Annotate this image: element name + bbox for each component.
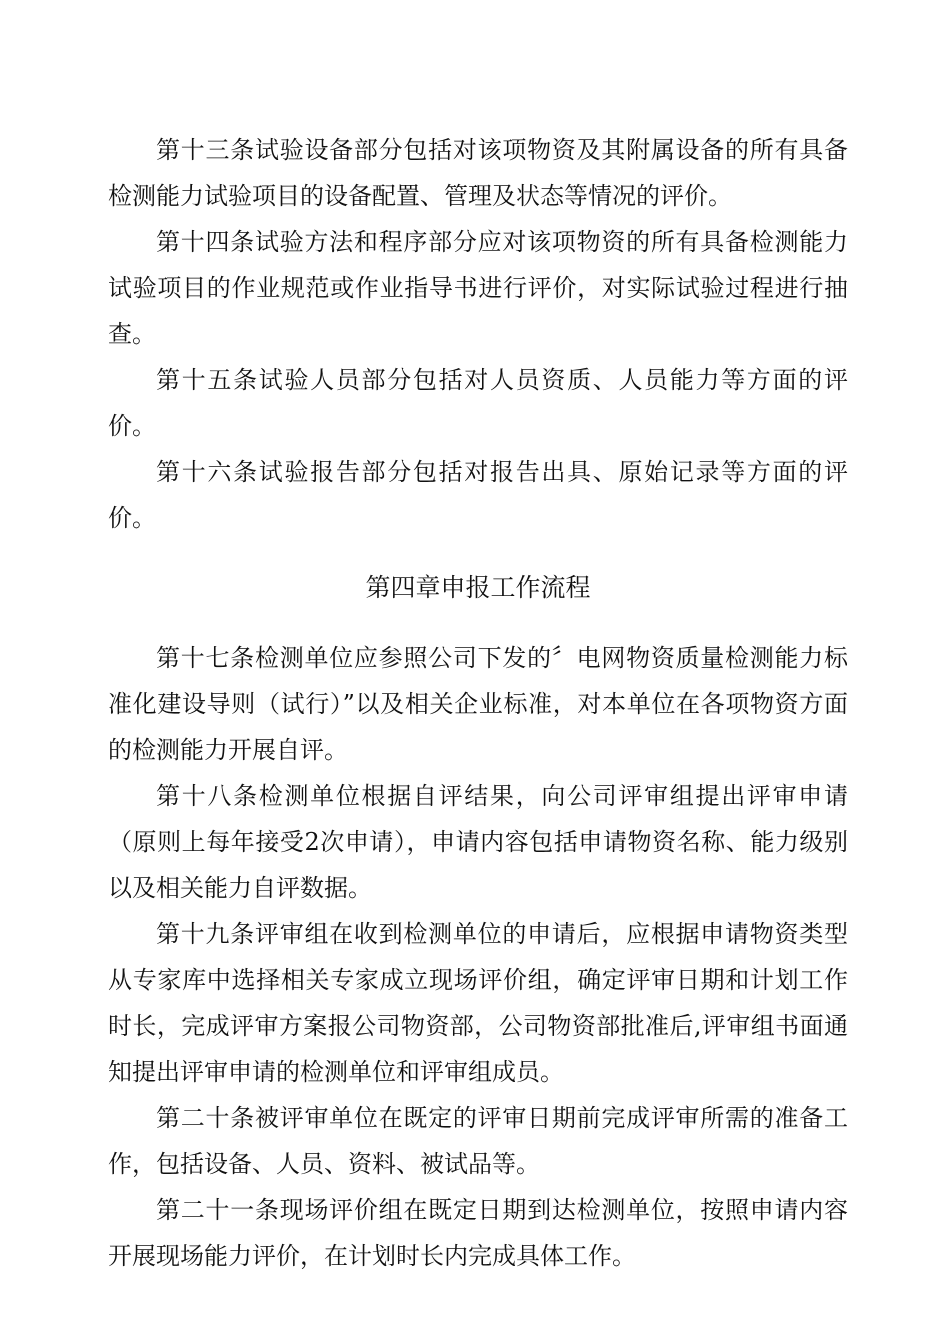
article-18: 第十八条检测单位根据自评结果，向公司评审组提出评审申请（原则上每年接受2次申请），申请内容包括申请物资名称、能力级别以及相关能力自评数据。 xyxy=(108,782,848,902)
article-13: 第十三条试验设备部分包括对该项物资及其附属设备的所有具备检测能力试验项目的设备配置、管理及状态等情况的评价。 xyxy=(108,136,848,210)
chapter-title: 第四章申报工作流程 xyxy=(365,573,591,602)
article-17: 第十七条检测单位应参照公司下发的〞电网物资质量检测能力标准化建设导则（试行）”以及相关企业标准，对本单位在各项物资方面的检测能力开展自评。 xyxy=(108,644,848,764)
article-21: 第二十一条现场评价组在既定日期到达检测单位，按照申请内容开展现场能力评价，在计划时长内完成具体工作。 xyxy=(108,1196,848,1270)
article-15: 第十五条试验人员部分包括对人员资质、人员能力等方面的评价。 xyxy=(108,366,848,440)
article-20: 第二十条被评审单位在既定的评审日期前完成评审所需的准备工作，包括设备、人员、资料、被试品等。 xyxy=(108,1104,848,1178)
article-19: 第十九条评审组在收到检测单位的申请后，应根据申请物资类型从专家库中选择相关专家成立现场评价组，确定评审日期和计划工作时长，完成评审方案报公司物资部，公司物资部批准后,评审组书面通知提出评审申请的检测单位和评审组成员。 xyxy=(108,920,848,1086)
article-16: 第十六条试验报告部分包括对报告出具、原始记录等方面的评价。 xyxy=(108,458,848,532)
article-14: 第十四条试验方法和程序部分应对该项物资的所有具备检测能力试验项目的作业规范或作业指导书进行评价，对实际试验过程进行抽查。 xyxy=(108,228,848,348)
document-page xyxy=(108,127,848,1279)
